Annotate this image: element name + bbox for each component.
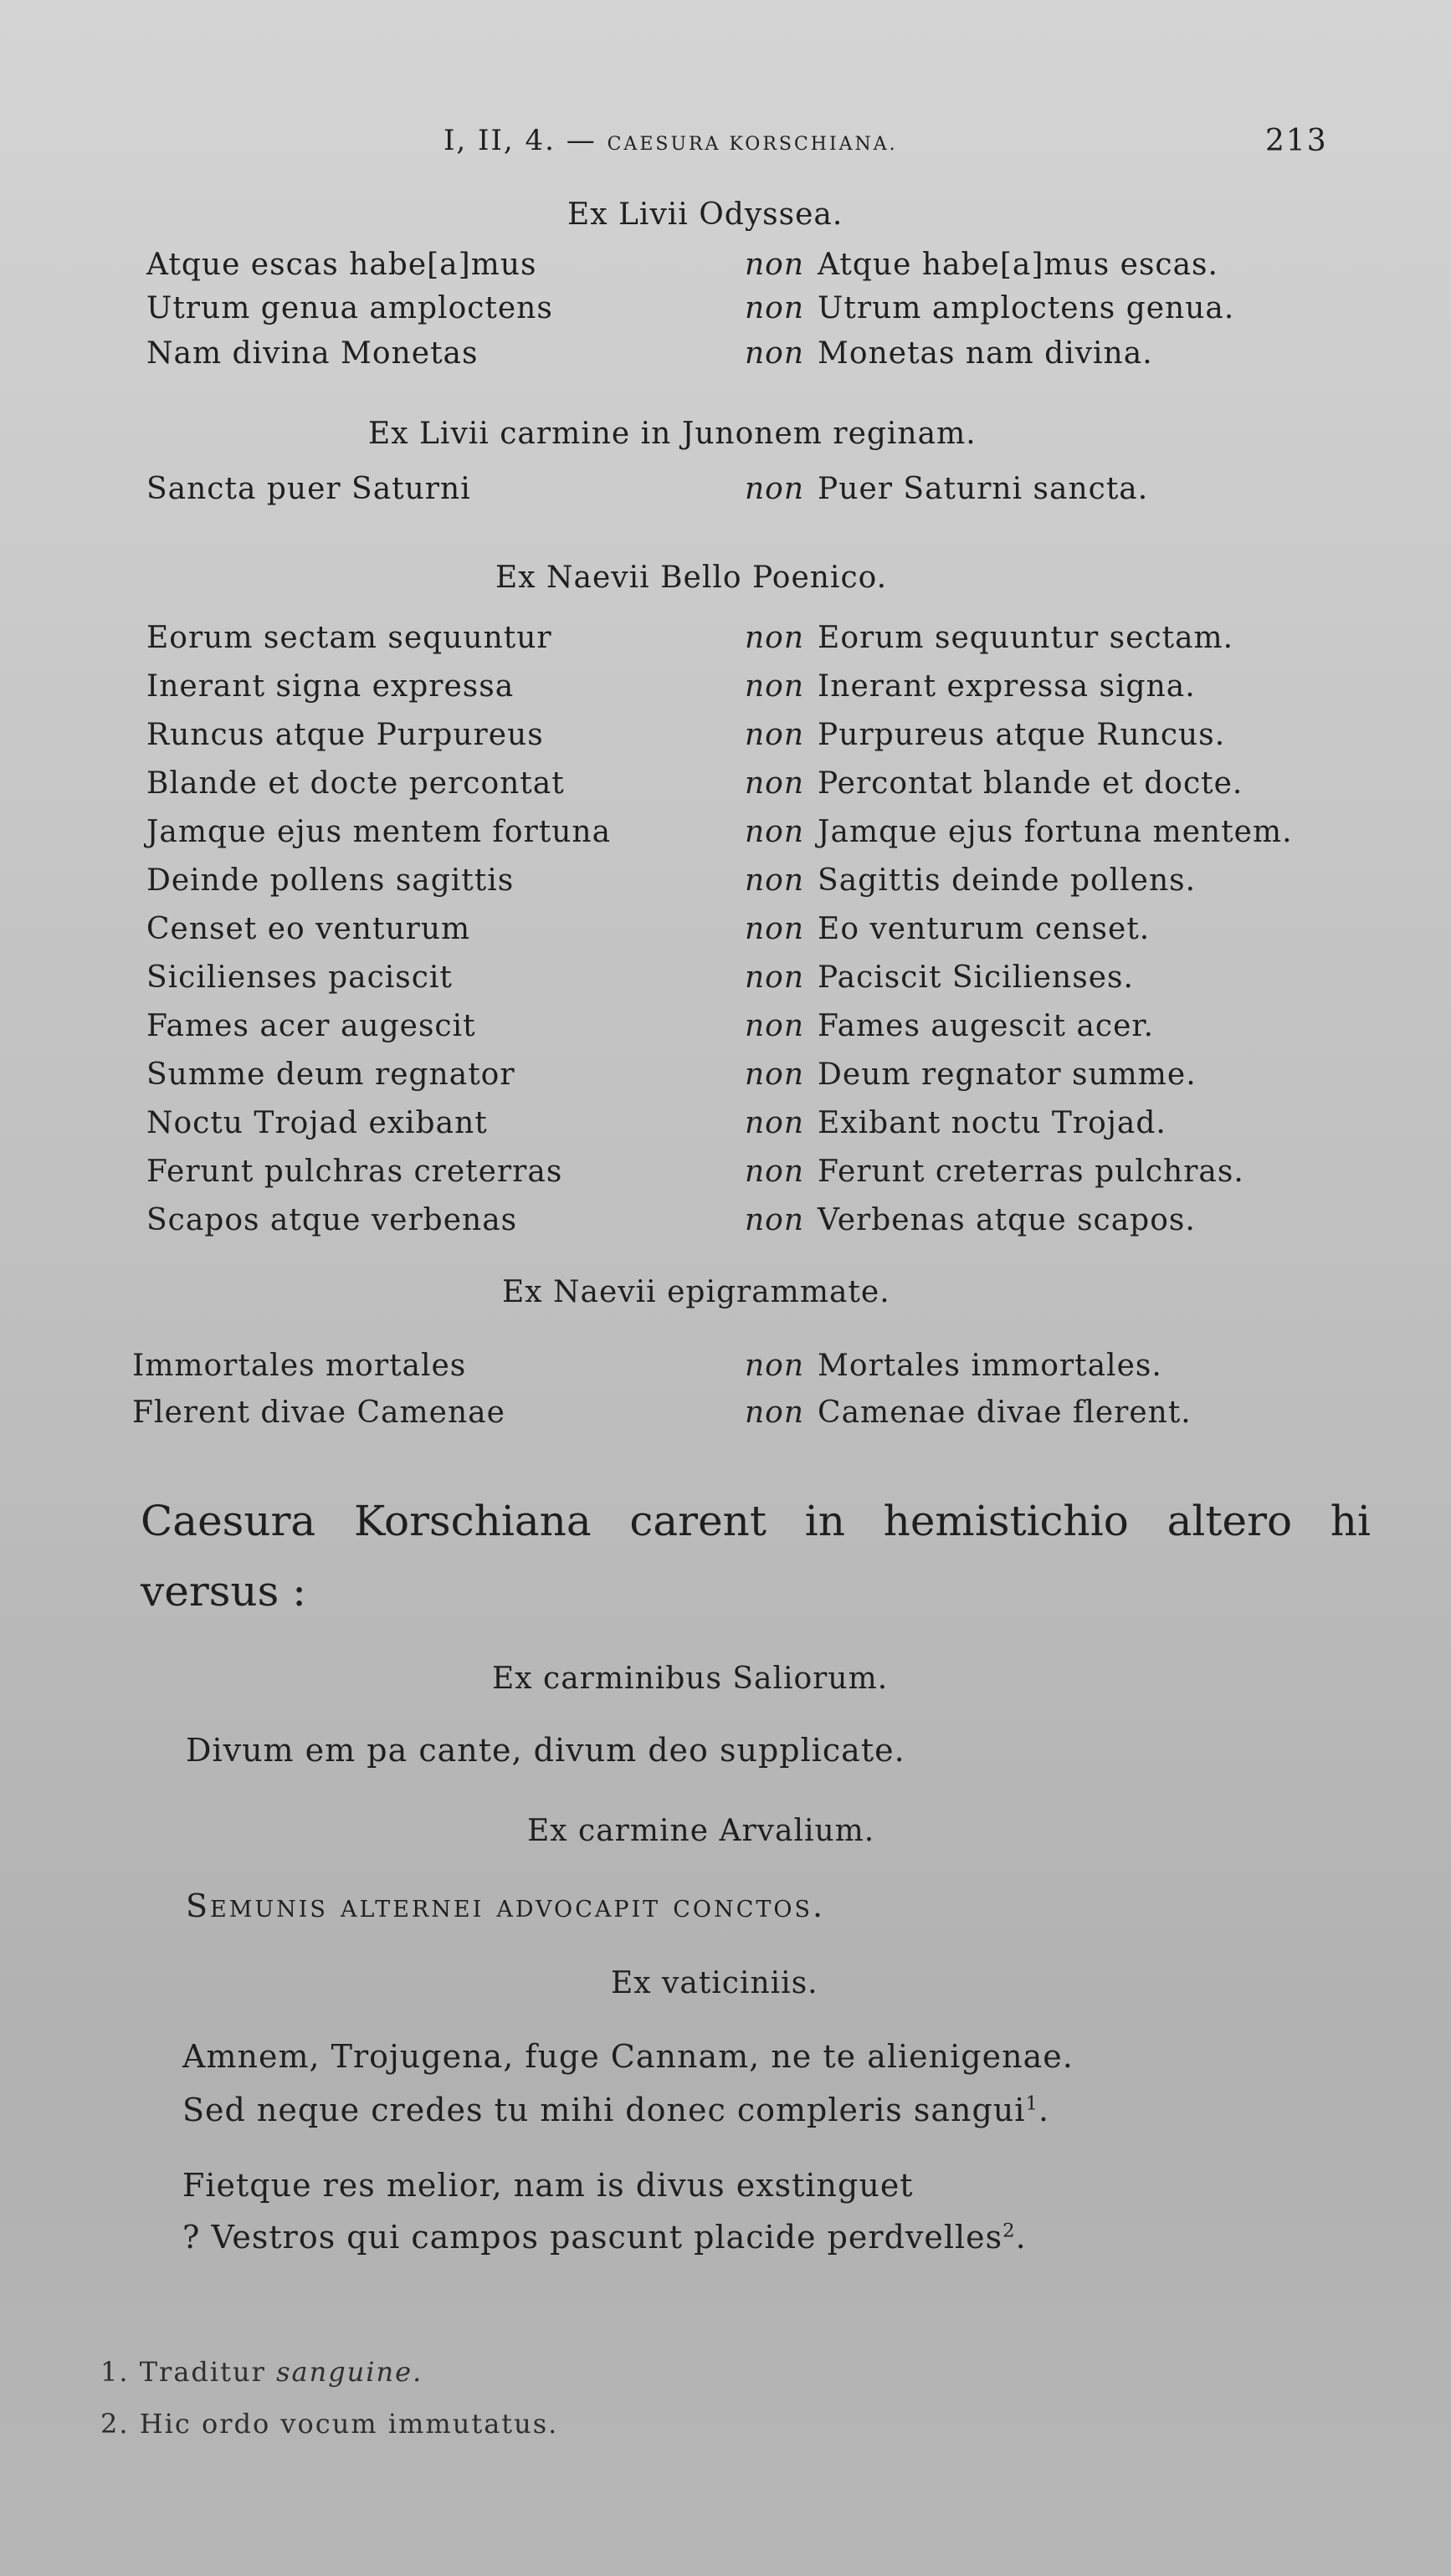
verse-text: Sed neque credes tu mihi donec compleris sangui: [182, 2092, 1026, 2128]
verse-original: Utrum genua amploctens: [146, 291, 553, 325]
section-heading: Ex Livii Odyssea.: [567, 197, 843, 232]
verse-rearranged: Paciscit Sicilienses.: [818, 960, 1134, 995]
page-number: 213: [1265, 124, 1328, 158]
verse-line: Fietque res melior, nam is divus exstinguet: [182, 2167, 914, 2204]
verse-row: [0, 960, 1451, 1009]
verse-alternative: [745, 669, 1196, 704]
verse-row: [0, 766, 1451, 815]
verse-original: Deinde pollens sagittis: [146, 863, 515, 898]
header-dash: —: [566, 124, 597, 157]
verse-alternative: [745, 336, 1153, 371]
running-header: [0, 124, 1451, 166]
footnote-number: 1.: [100, 2356, 130, 2388]
verse-alternative: [745, 1106, 1166, 1140]
verse-rearranged: Verbenas atque scapos.: [818, 1203, 1196, 1237]
section-heading: Ex Naevii Bello Poenico.: [495, 561, 888, 595]
verse-original: Eorum sectam sequuntur: [146, 621, 552, 655]
verse-row: [0, 815, 1451, 863]
non-label: non: [745, 669, 805, 704]
footnote-number: 2.: [100, 2408, 130, 2440]
verse-rearranged: Utrum amploctens genua.: [818, 291, 1235, 325]
verse-alternative: [745, 1155, 1244, 1189]
non-label: non: [745, 766, 805, 801]
verse-original: Jamque ejus mentem fortuna: [146, 815, 612, 849]
verse-rearranged: Jamque ejus fortuna mentem.: [818, 815, 1293, 849]
verse-alternative: [745, 1203, 1196, 1237]
non-label: non: [745, 621, 805, 655]
verse-original: Blande et docte percontat: [146, 766, 565, 801]
verse-alternative: [745, 960, 1134, 995]
verse-row: [0, 718, 1451, 766]
non-label: non: [745, 1155, 805, 1189]
verse-rearranged: Fames augescit acer.: [818, 1009, 1155, 1043]
verse-original: Inerant signa expressa: [146, 669, 515, 704]
non-label: non: [745, 718, 805, 752]
verse-rearranged: Inerant expressa signa.: [818, 669, 1196, 704]
verse-rearranged: Eo venturum censet.: [818, 912, 1151, 946]
non-label: non: [745, 912, 805, 946]
verse-line: Amnem, Trojugena, fuge Cannam, ne te alienigenae.: [182, 2038, 1074, 2075]
verse-original: Nam divina Monetas: [146, 336, 479, 371]
non-label: non: [745, 863, 805, 898]
footnote: [100, 2408, 558, 2440]
non-label: non: [745, 472, 805, 506]
footnote-ref: 2: [1002, 2220, 1016, 2242]
verse-alternative: [745, 766, 1243, 801]
footnote-ref: 1: [1025, 2092, 1038, 2115]
verse-row: [0, 472, 1451, 520]
footnote: [100, 2356, 423, 2388]
verse-rearranged: Camenae divae flerent.: [818, 1396, 1192, 1430]
verse-row: [0, 336, 1451, 385]
verse-alternative: [745, 248, 1218, 282]
verse-row: [0, 1155, 1451, 1203]
section-heading: Ex carmine Arvalium.: [527, 1814, 875, 1848]
verse-original: Sicilienses paciscit: [146, 960, 453, 995]
non-label: non: [745, 291, 805, 325]
non-label: non: [745, 1058, 805, 1092]
verse-rearranged: Atque habe[a]mus escas.: [818, 248, 1218, 282]
verse-text: ? Vestros qui campos pascunt placide perdvelles: [182, 2219, 1003, 2256]
verse-row: [0, 669, 1451, 718]
verse-rearranged: Deum regnator summe.: [818, 1058, 1197, 1092]
body-paragraph: Caesura Korschiana carent in hemistichio altero hi versus :: [141, 1497, 1371, 1616]
verse-rearranged: Mortales immortales.: [818, 1349, 1162, 1383]
section-heading: Ex carminibus Saliorum.: [492, 1662, 889, 1696]
verse-original: Scapos atque verbenas: [146, 1203, 518, 1237]
verse-rearranged: Purpureus atque Runcus.: [818, 718, 1226, 752]
verse-alternative: [745, 863, 1196, 898]
verse-line: Divum em pa cante, divum deo supplicate.: [186, 1732, 905, 1769]
non-label: non: [745, 815, 805, 849]
verse-original: Atque escas habe[a]mus: [146, 248, 537, 282]
verse-row: [0, 1349, 1451, 1397]
verse-rearranged: Puer Saturni sancta.: [818, 472, 1149, 506]
verse-row: [0, 1009, 1451, 1058]
footnote-emphasis: sanguine.: [276, 2356, 423, 2388]
verse-rearranged: Monetas nam divina.: [818, 336, 1153, 371]
verse-line: ? Vestros qui campos pascunt placide perdvelles$^2$.: [182, 2219, 1027, 2256]
verse-original: Flerent divae Camenae: [132, 1396, 505, 1430]
verse-alternative: [745, 1058, 1197, 1092]
verse-row: [0, 291, 1451, 340]
verse-alternative: [745, 718, 1225, 752]
verse-rearranged: Eorum sequuntur sectam.: [818, 621, 1234, 655]
verse-row: [0, 621, 1451, 669]
section-heading: Ex Livii carmine in Junonem reginam.: [368, 417, 977, 451]
verse-rearranged: Percontat blande et docte.: [818, 766, 1243, 801]
verse-alternative: [745, 1349, 1162, 1383]
section-heading: Ex vaticiniis.: [611, 1966, 818, 2000]
verse-original: Runcus atque Purpureus: [146, 718, 544, 752]
non-label: non: [745, 336, 805, 371]
verse-rearranged: Sagittis deinde pollens.: [818, 863, 1197, 898]
verse-original: Sancta puer Saturni: [146, 472, 471, 506]
verse-row: [0, 1106, 1451, 1155]
non-label: non: [745, 1349, 805, 1383]
verse-alternative: [745, 472, 1148, 506]
verse-row: [0, 1203, 1451, 1252]
verse-rearranged: Exibant noctu Trojad.: [818, 1106, 1166, 1140]
verse-alternative: [745, 1009, 1154, 1043]
non-label: non: [745, 248, 805, 282]
verse-line: Sed neque credes tu mihi donec compleris sangui$^1$.: [182, 2092, 1050, 2128]
verse-row: [0, 248, 1451, 296]
section-heading: Ex Naevii epigrammate.: [502, 1275, 890, 1309]
verse-original: Summe deum regnator: [146, 1058, 515, 1092]
verse-alternative: [745, 912, 1150, 946]
verse-line: Semunis alternei advocapit conctos.: [186, 1887, 826, 1924]
non-label: non: [745, 1396, 805, 1430]
verse-alternative: [745, 1396, 1192, 1430]
verse-original: Ferunt pulchras creterras: [146, 1155, 563, 1189]
verse-original: Noctu Trojad exibant: [146, 1106, 488, 1140]
running-title: CAESURA KORSCHIANA.: [607, 134, 898, 155]
chapter-ref: I, II, 4.: [444, 124, 556, 157]
verse-rearranged: Ferunt creterras pulchras.: [818, 1155, 1244, 1189]
footnote-text: Hic ordo vocum immutatus.: [139, 2408, 559, 2440]
header-title: [444, 124, 898, 157]
verse-original: Immortales mortales: [132, 1349, 467, 1383]
verse-alternative: [745, 621, 1233, 655]
non-label: non: [745, 1203, 805, 1237]
verse-original: Censet eo venturum: [146, 912, 471, 946]
verse-row: [0, 1058, 1451, 1106]
footnote-text: Traditur: [139, 2356, 266, 2388]
verse-row: [0, 863, 1451, 912]
non-label: non: [745, 1009, 805, 1043]
verse-original: Fames acer augescit: [146, 1009, 476, 1043]
verse-alternative: [745, 291, 1234, 325]
non-label: non: [745, 1106, 805, 1140]
verse-alternative: [745, 815, 1293, 849]
verse-row: [0, 1396, 1451, 1444]
verse-row: [0, 912, 1451, 960]
non-label: non: [745, 960, 805, 995]
